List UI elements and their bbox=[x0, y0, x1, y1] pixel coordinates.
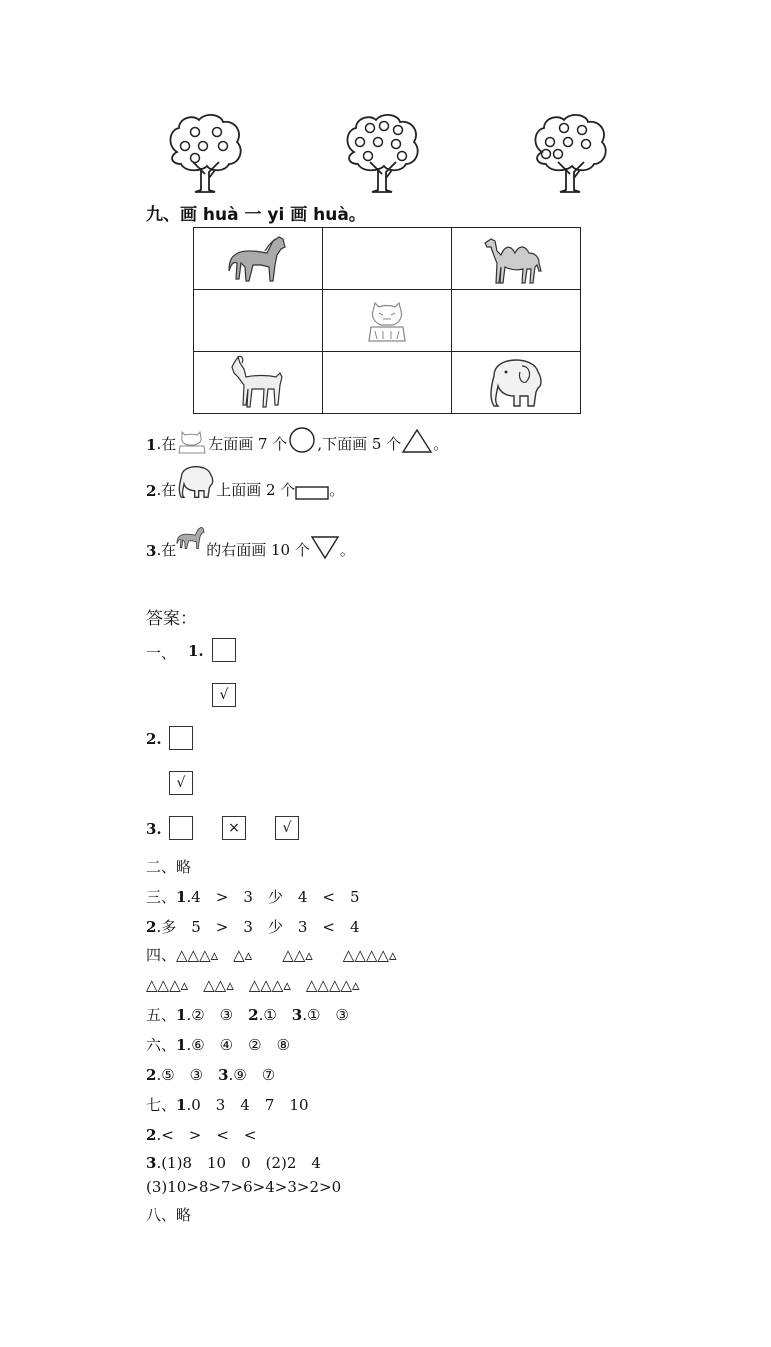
elephant-icon bbox=[176, 464, 216, 500]
grid-cell-empty bbox=[452, 290, 581, 352]
question-3: 3 .在 的右面画 10 个 。 bbox=[146, 516, 355, 560]
answer-1-1-label: 1. bbox=[188, 642, 204, 660]
answer-1-prefix: 一、 bbox=[146, 644, 177, 662]
answer-2: 二、略 bbox=[146, 858, 192, 876]
grid-cell-tiger bbox=[323, 290, 452, 352]
answer-box-cross: × bbox=[222, 816, 246, 840]
answer-box-check: √ bbox=[212, 683, 236, 707]
grid-cell-empty bbox=[323, 228, 452, 290]
answer-6-line-1: 六、1.⑥ ④ ② ⑧ bbox=[146, 1036, 291, 1054]
answer-box-empty bbox=[169, 816, 193, 840]
answer-box-check: √ bbox=[169, 771, 193, 795]
grid-cell-horse bbox=[194, 228, 323, 290]
grid-cell-elephant bbox=[452, 352, 581, 414]
answer-3-2: 2.多 5 > 3 少 3 < 4 bbox=[146, 918, 360, 936]
tiger-icon bbox=[363, 297, 411, 345]
answer-4-line-2: △△△▵ △△▵ △△△▵ △△△△▵ bbox=[146, 976, 360, 994]
grid-cell-empty bbox=[194, 290, 323, 352]
goat-icon bbox=[228, 355, 288, 411]
grid-cell-goat bbox=[194, 352, 323, 414]
question-1: 1 .在 左面画 7 个 ,下面画 5 个 。 bbox=[146, 426, 448, 454]
animal-grid bbox=[193, 227, 581, 414]
section-9-heading: 九、画 huà 一 yi 画 huà。 bbox=[146, 205, 366, 225]
apple-tree-1 bbox=[165, 112, 245, 194]
answer-box-empty bbox=[169, 726, 193, 750]
triangle-shape-icon bbox=[401, 428, 433, 454]
answer-7-line-4: (3)10>8>7>6>4>3>2>0 bbox=[146, 1178, 342, 1196]
answer-7-line-2: 2.< > < < bbox=[146, 1126, 257, 1144]
inverted-triangle-shape-icon bbox=[310, 534, 340, 560]
rectangle-shape-icon bbox=[295, 486, 329, 500]
circle-shape-icon bbox=[287, 426, 317, 454]
answer-5: 五、1.② ③ 2.① 3.① ③ bbox=[146, 1006, 349, 1024]
horse-icon bbox=[176, 516, 206, 560]
answer-6-line-2: 2.⑤ ③ 3.⑨ ⑦ bbox=[146, 1066, 276, 1084]
apple-tree-3 bbox=[530, 112, 610, 194]
grid-cell-camel bbox=[452, 228, 581, 290]
answer-box-check: √ bbox=[275, 816, 299, 840]
apple-tree-2 bbox=[342, 112, 422, 194]
tiger-icon bbox=[176, 428, 208, 454]
answer-1-2-label: 2. bbox=[146, 730, 162, 748]
answer-4-line-1: 四、△△△▵ △▵ △△▵ △△△△▵ bbox=[146, 946, 397, 964]
answer-box-empty bbox=[212, 638, 236, 662]
camel-icon bbox=[481, 231, 551, 287]
answer-1-3-label: 3. bbox=[146, 820, 162, 838]
elephant-icon bbox=[486, 356, 546, 410]
grid-cell-empty bbox=[323, 352, 452, 414]
answer-7-line-3: 3.(1)8 10 0 (2)2 4 bbox=[146, 1154, 321, 1172]
answers-title: 答案： bbox=[146, 609, 197, 629]
answer-8: 八、略 bbox=[146, 1206, 192, 1224]
question-2: 2 .在 上面画 2 个 。 bbox=[146, 464, 344, 500]
answer-3-1: 三、1.4 > 3 少 4 < 5 bbox=[146, 888, 360, 906]
horse-icon bbox=[227, 233, 289, 285]
answer-7-line-1: 七、1.0 3 4 7 10 bbox=[146, 1096, 309, 1114]
